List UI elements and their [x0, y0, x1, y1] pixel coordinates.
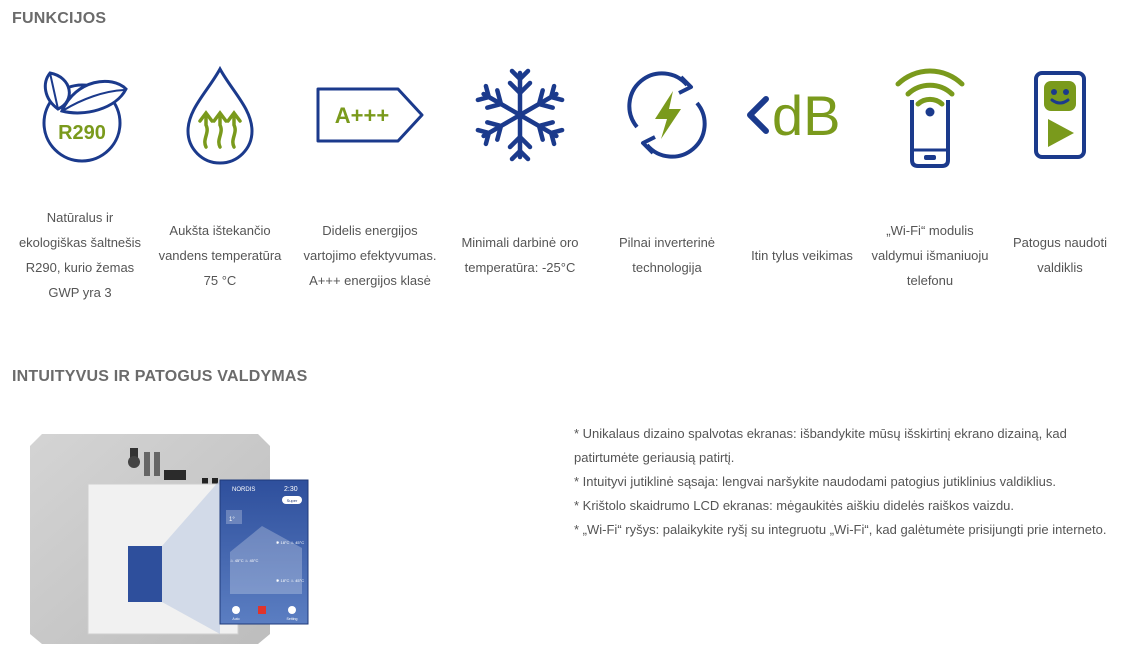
bullet-item: * Intuityvi jutiklinė sąsaja: lengvai naršykite naudodami patogius jutiklinius valdiklius.	[574, 474, 1056, 489]
feature-text: Didelis energijos vartojimo efektyvumas. A+++ energijos klasė	[303, 222, 437, 288]
feature-text: Aukšta ištekančio vandens temperatūra 75 °C	[158, 222, 282, 288]
energy-label-text: A+++	[334, 103, 390, 128]
feature-bullets	[574, 422, 1114, 542]
device-readout-3: ✱ 18°C ♨ 45°C	[276, 578, 305, 583]
small-screen	[128, 546, 162, 602]
device-clock: 2:30	[284, 486, 298, 493]
bullet-item: * „Wi-Fi“ ryšys: palaikykite ryšį su integruotu „Wi-Fi“, kad galėtumėte prisijungti prie interneto.	[574, 522, 1107, 537]
low-noise-db-icon	[742, 60, 862, 170]
device-readout-2: ♨ 45°C ♨ 45°C	[230, 558, 259, 563]
device-brand: NORDIS	[232, 487, 256, 493]
section-title-funkcijos: FUNKCIJOS	[12, 10, 107, 27]
features-row	[0, 60, 1124, 330]
feature-text: Itin tylus veikimas	[751, 247, 853, 263]
device-btn-1: Auto	[232, 617, 240, 621]
energy-label-icon	[310, 60, 430, 170]
feature-text: Patogus naudoti valdiklis	[1013, 235, 1107, 275]
device-temp-box: 1°	[229, 517, 235, 523]
db-icon-text: dB	[772, 85, 841, 145]
device-btn-3: Setting	[286, 617, 298, 621]
bullet-item: * Krištolo skaidrumo LCD ekranas: mėgaukitės aiškiu didelės raiškos vaizdu.	[574, 498, 1015, 513]
device-readout-1: ✱ 18°C ♨ 45°C	[276, 540, 305, 545]
r290-leaves-icon	[20, 60, 140, 170]
snowflake-icon	[460, 60, 580, 170]
feature-text: „Wi-Fi“ modulis valdymui išmaniuoju telefonu	[871, 222, 989, 288]
feature-text: Natūralus ir ekologiškas šaltnešis R290, kurio žemas GWP yra 3	[18, 210, 142, 300]
feature-text: Minimali darbinė oro temperatūra: -25°C	[461, 235, 579, 275]
section-title-valdymas: INTUITYVUS IR PATOGUS VALDYMAS	[12, 368, 308, 385]
heat-pump-controller-image	[30, 434, 310, 644]
inverter-icon	[607, 60, 727, 170]
bullet-item: * Unikalaus dizaino spalvotas ekranas: išbandykite mūsų išskirtinį ekrano dizainą, kad patirtumėte geriausią patirtį.	[574, 426, 1067, 465]
hot-water-drop-icon	[160, 60, 280, 170]
controller-icon	[1000, 60, 1120, 170]
device-badge: Super	[286, 498, 298, 503]
feature-text: Pilnai inverterinė technologija	[618, 235, 716, 275]
r290-icon-text: R290	[58, 122, 106, 144]
wifi-phone-icon	[870, 60, 990, 170]
